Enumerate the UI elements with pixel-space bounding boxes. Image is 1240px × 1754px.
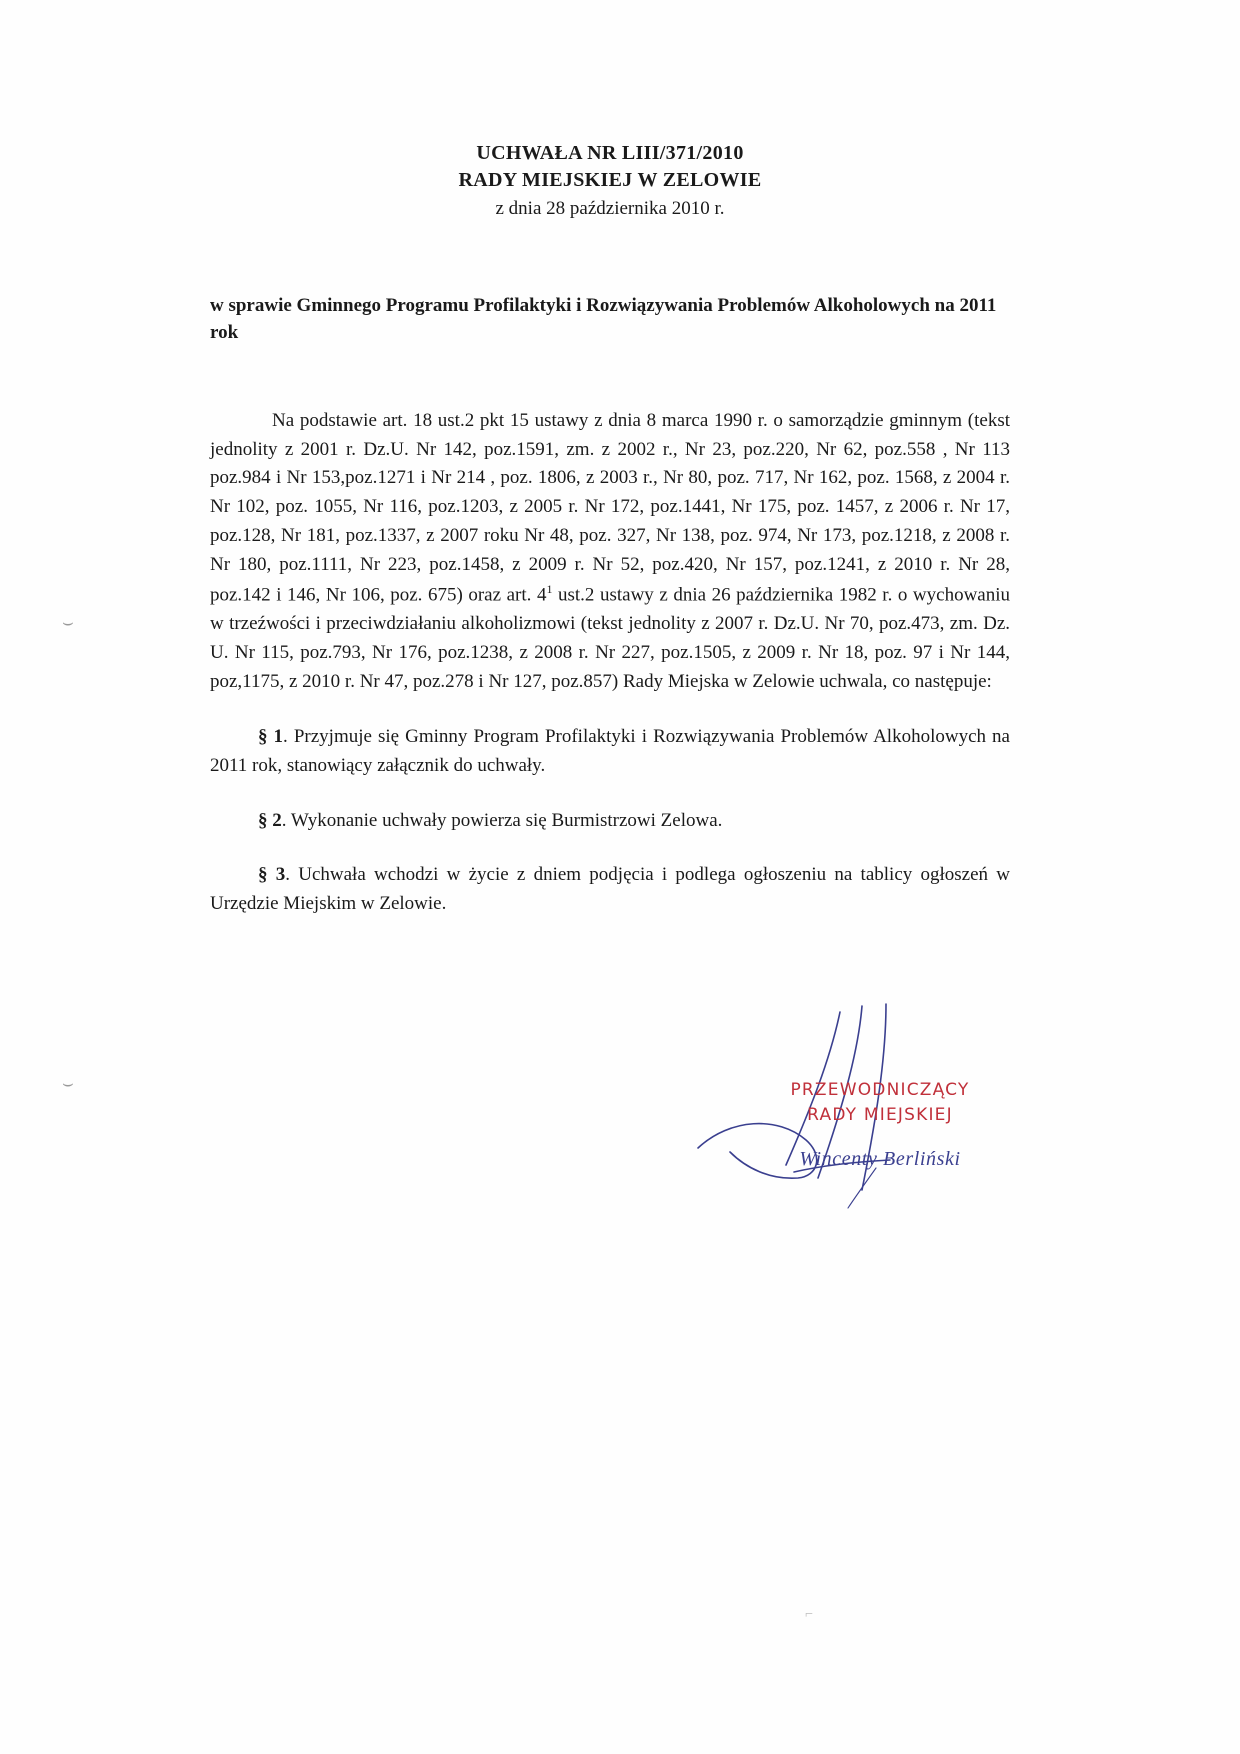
page-edge-mark-middle: ⌣ xyxy=(62,1073,74,1093)
signature-block xyxy=(690,1000,1050,1220)
paragraph-1 xyxy=(210,723,1010,781)
document-body xyxy=(210,140,1010,919)
page-edge-mark-top: ⌣ xyxy=(62,612,74,632)
signature-name: Wincenty Berliński xyxy=(799,1148,961,1170)
footnote-superscript: 1 xyxy=(546,581,553,596)
paragraph-3 xyxy=(210,861,1010,919)
legal-basis-text-part2: ust.2 ustawy z dnia 26 października 1982 r. o wychowaniu w trzeźwości i przeciwdziałaniu alkoholizmowi (tekst jednolity z 2007 r. Dz.U. Nr 70, poz.473, zm. Dz. U. Nr 115, poz.793, Nr 176, poz.1238, z 2008 r. Nr 227, poz.1505, z 2009 r. Nr 18, poz. 97 i Nr 144, poz,1175, z 2010 r. Nr 47, poz.278 i Nr 127, poz.857) Rady Miejska w Zelowie uchwala, co następuje: xyxy=(210,584,1010,692)
paragraph-3-text: . Uchwała wchodzi w życie z dniem podjęcia i podlega ogłoszeniu na tablicy ogłoszeń w Urzędzie Miejskim w Zelowie. xyxy=(210,864,1011,915)
resolution-date: z dnia 28 października 2010 r. xyxy=(495,198,725,219)
signature-role-line1: PRZEWODNICZĄCY xyxy=(790,1080,970,1100)
paragraph-2-text: . Wykonanie uchwały powierza się Burmistrzowi Zelowa. xyxy=(281,809,723,831)
paragraph-1-marker: § 1 xyxy=(258,725,284,747)
legal-basis-paragraph xyxy=(210,407,1010,697)
document-header xyxy=(210,140,1010,222)
resolution-number: UCHWAŁA NR LIII/371/2010 xyxy=(476,142,744,164)
paragraph-2-marker: § 2 xyxy=(258,809,282,831)
paragraph-2 xyxy=(210,807,1010,836)
page-edge-mark-bottom: ⌐ xyxy=(805,1607,813,1622)
paragraph-1-text: . Przyjmuje się Gminny Program Profilaktyki i Rozwiązywania Problemów Alkoholowych na 2011 rok, stanowiący załącznik do uchwały. xyxy=(210,725,1010,776)
legal-basis-text-part1: Na podstawie art. 18 ust.2 pkt 15 ustawy z dnia 8 marca 1990 r. o samorządzie gminnym (tekst jednolity z 2001 r. Dz.U. Nr 142, poz.1591, zm. z 2002 r., Nr 23, poz.220, Nr 62, poz.558 , Nr 113 poz.984 i Nr 153,poz.1271 i Nr 214 , poz. 1806, z 2003 r., Nr 80, poz. 717, Nr 162, poz. 1568, z 2004 r. Nr 102, poz. 1055, Nr 116, poz.1203, z 2005 r. Nr 172, poz.1441, Nr 175, poz. 1457, z 2006 r. Nr 17, poz.128, Nr 181, poz.1337, z 2007 roku Nr 48, poz. 327, Nr 138, poz. 974, Nr 173, poz.1218, z 2008 r. Nr 180, poz.1111, Nr 223, poz.1458, z 2009 r. Nr 52, poz.420, Nr 157, poz.1241, z 2010 r. Nr 28, poz.142 i 146, Nr 106, poz. 675) oraz art. 4 xyxy=(210,409,1010,606)
resolution-subject: w sprawie Gminnego Programu Profilaktyki i Rozwiązywania Problemów Alkoholowych na 2011 rok xyxy=(210,294,997,344)
paragraph-3-marker: § 3 xyxy=(258,864,286,886)
signature-role xyxy=(710,1078,1050,1127)
council-name: RADY MIEJSKIEJ W ZELOWIE xyxy=(458,169,762,191)
signature-role-line2: RADY MIEJSKIEJ xyxy=(807,1104,953,1125)
